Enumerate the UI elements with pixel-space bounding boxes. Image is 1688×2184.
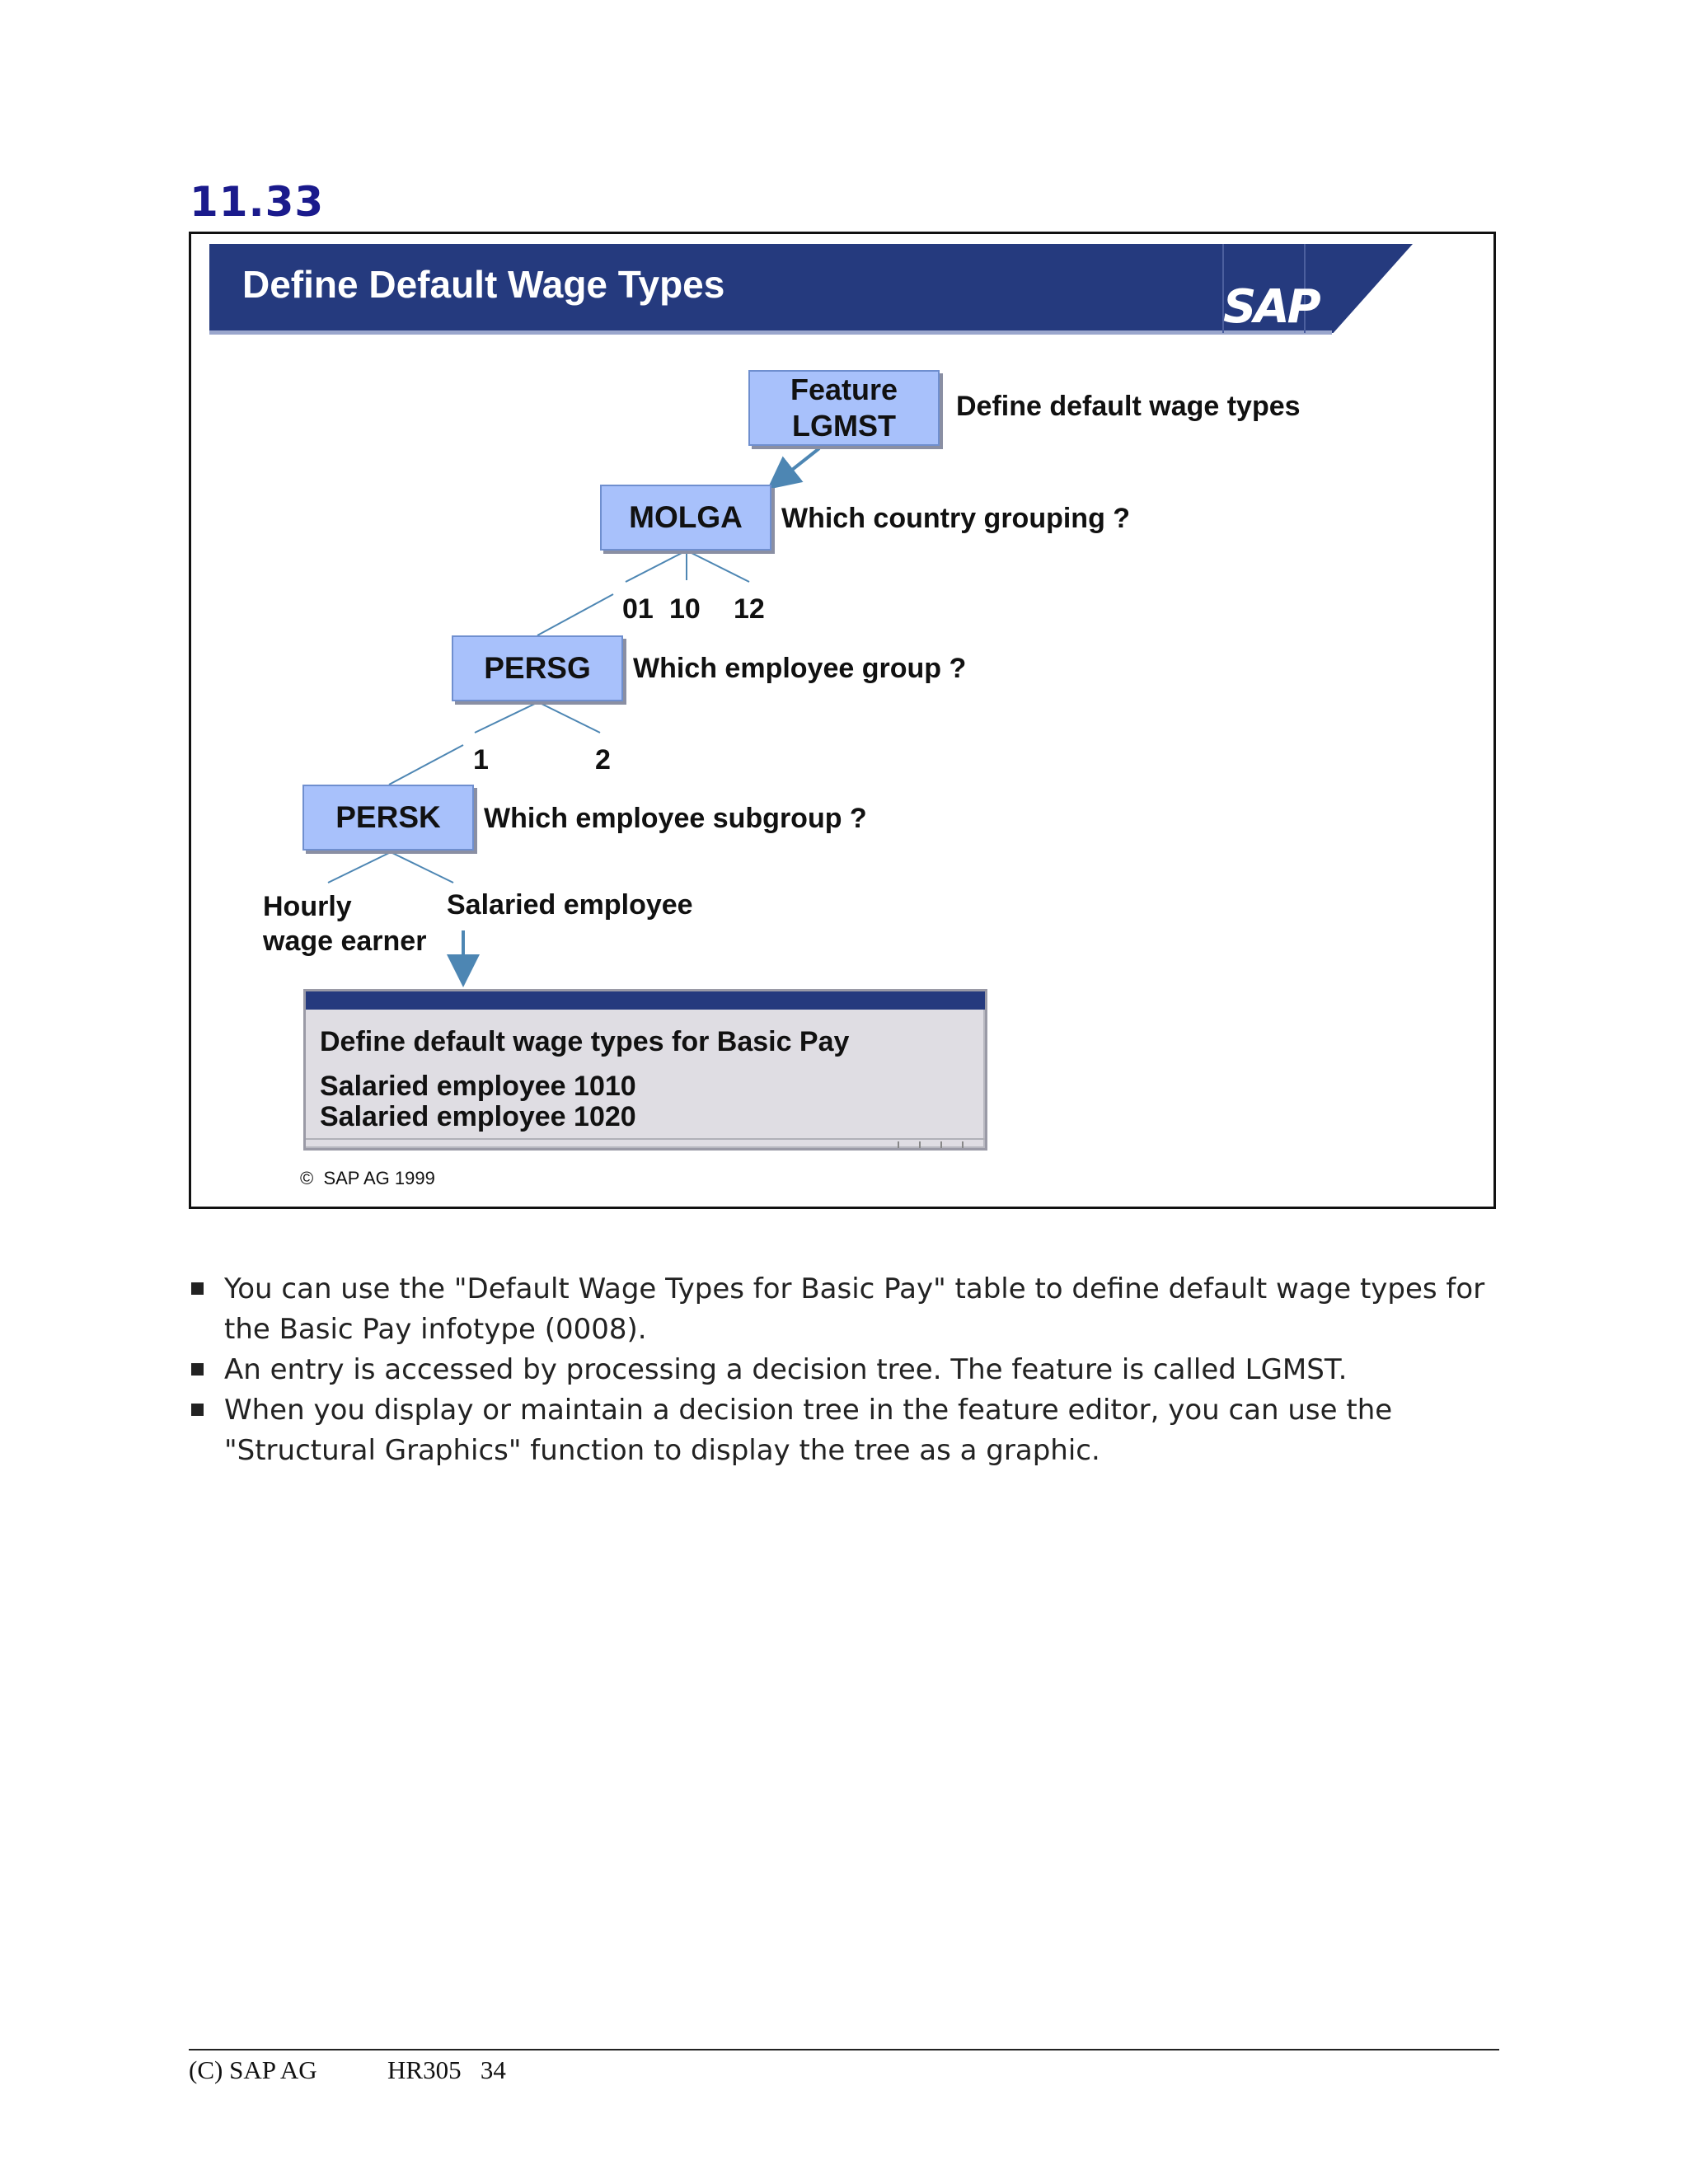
persg-branch-2 [538,702,600,733]
bullet-square-icon [191,1363,204,1376]
status-tick [940,1141,942,1148]
persk-branch-salaried [391,852,453,883]
persg-question: Which employee group ? [633,653,967,684]
result-table-window [303,989,987,1151]
root-description: Define default wage types [956,391,1301,422]
footer-course-page [387,2055,506,2085]
molga-branch-01 [626,551,687,582]
note-text: When you display or maintain a decision tree in the feature editor, you can use the "Structural Graphics" function to display the tree as a graphic. [224,1394,1393,1467]
notes-list [191,1269,1502,1471]
note-item [191,1350,1502,1390]
bullet-square-icon [191,1282,204,1295]
feature-node-line2: LGMST [792,409,896,443]
result-row: Salaried employee 1010 [320,1071,636,1102]
status-tick [919,1141,921,1148]
slide-title: Define Default Wage Types [242,263,725,306]
slide-copyright [300,1168,435,1189]
note-item [191,1269,1502,1350]
molga-value-01: 01 [622,593,654,625]
leaf-hourly-line2: wage earner [263,926,427,957]
footer-page-number: 34 [480,2055,506,2084]
footer-copyright: (C) SAP AG [189,2055,317,2084]
copyright-text: SAP AG 1999 [323,1168,435,1188]
leaf-hourly-line1: Hourly [263,891,352,922]
bullet-square-icon [191,1404,204,1416]
note-text: You can use the "Default Wage Types for Basic Pay" table to define default wage types for the Basic Pay infotype (0008). [224,1272,1485,1346]
persk-branch-hourly [328,852,391,883]
sap-logo: SAP [1223,280,1319,334]
status-tick [898,1141,899,1148]
persg-2-to-persk [389,745,463,785]
persk-question: Which employee subgroup ? [484,803,867,834]
result-titlebar [306,991,985,1010]
note-item [191,1390,1502,1471]
persg-value-2: 2 [595,744,611,776]
persg-node: PERSG [452,635,623,701]
slide-frame [189,232,1496,1209]
molga-question: Which country grouping ? [781,503,1131,534]
status-tick [962,1141,964,1148]
persg-branch-1 [475,702,538,733]
molga-node: MOLGA [600,485,771,551]
copyright-icon: © [300,1168,324,1188]
persg-value-1: 1 [473,744,489,776]
section-number: 11.33 [190,178,325,226]
root-to-molga-arrow [772,448,819,485]
result-heading: Define default wage types for Basic Pay [320,1026,850,1057]
leaf-hourly-wage-earner [263,889,426,958]
feature-node-line1: Feature [790,373,898,406]
footer-course: HR305 [387,2055,462,2084]
feature-lgmst-node [748,370,940,446]
molga-value-10: 10 [669,593,701,625]
leaf-salaried-employee: Salaried employee [447,889,693,921]
result-status-bar [306,1138,985,1148]
molga-branch-12 [687,551,749,582]
footer-rule [189,2049,1499,2050]
molga-value-12: 12 [734,593,765,625]
molga-01-to-persg [537,594,613,635]
persk-node: PERSK [302,785,474,851]
result-row: Salaried employee 1020 [320,1101,636,1132]
note-text: An entry is accessed by processing a decision tree. The feature is called LGMST. [224,1353,1348,1386]
